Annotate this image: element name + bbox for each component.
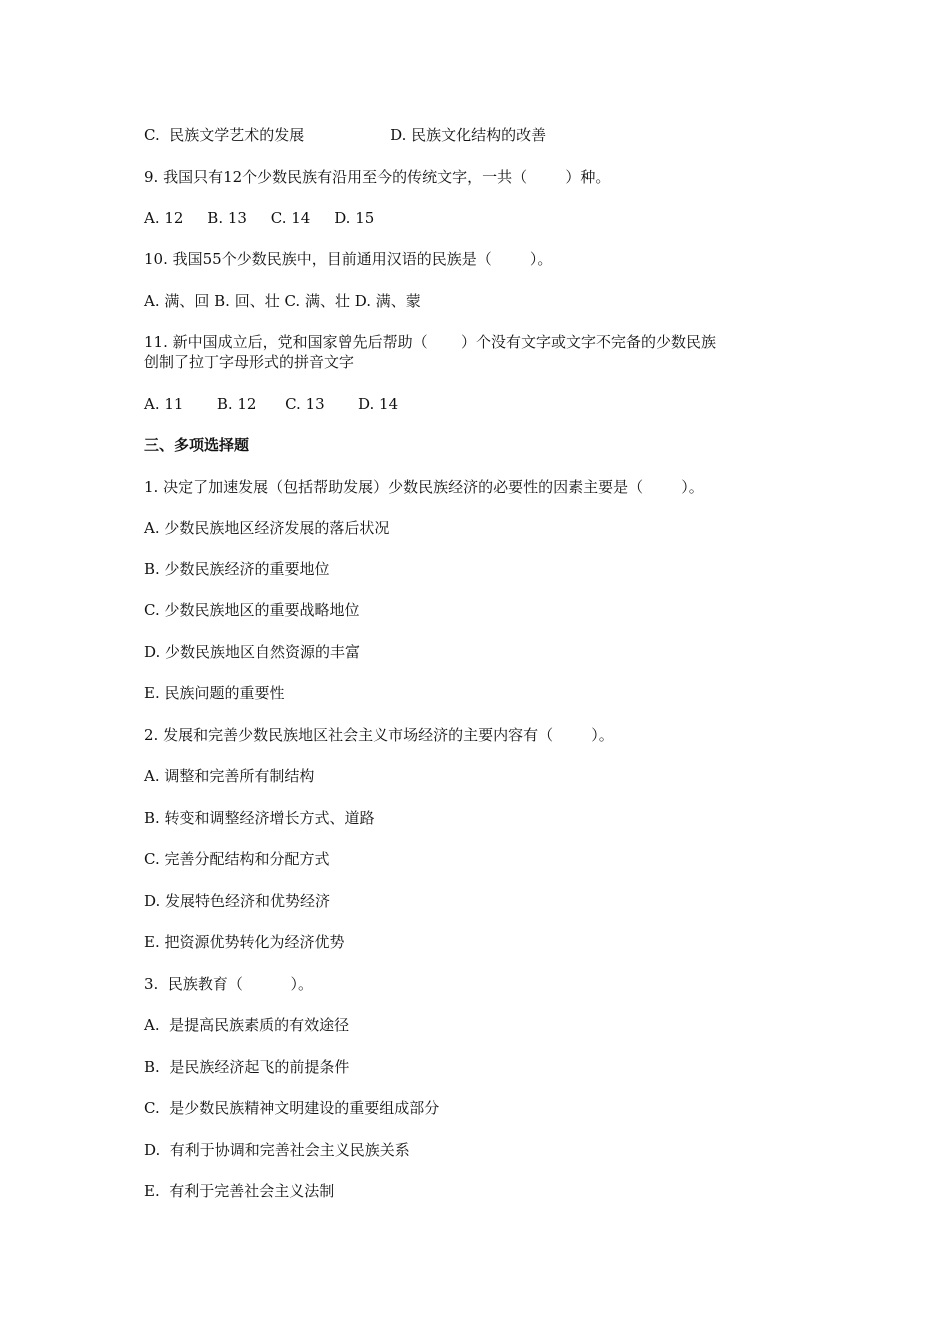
mq2-question: 2. 发展和完善少数民族地区社会主义市场经济的主要内容有（ ）。 [144,726,614,744]
mq1-option-d: D. 少数民族地区自然资源的丰富 [144,643,361,661]
q9-options: A. 12 B. 13 C. 14 D. 15 [144,209,375,227]
mq3-option-e: E. 有利于完善社会主义法制 [144,1182,335,1200]
mq2-option-c: C. 完善分配结构和分配方式 [144,850,330,868]
mq2-option-e: E. 把资源优势转化为经济优势 [144,933,345,951]
mq3-option-c: C. 是少数民族精神文明建设的重要组成部分 [144,1099,440,1117]
mq1-option-a: A. 少数民族地区经济发展的落后状况 [144,519,390,537]
mq1-option-e: E. 民族问题的重要性 [144,684,285,702]
mq2-option-a: A. 调整和完善所有制结构 [144,767,315,785]
q11-options: A. 11 B. 12 C. 13 D. 14 [144,395,399,413]
mq1-question: 1. 决定了加速发展（包括帮助发展）少数民族经济的必要性的因素主要是（ ）。 [144,478,704,496]
mq3-option-a: A. 是提高民族素质的有效途径 [144,1016,350,1034]
q8-options-cd: C. 民族文学艺术的发展 D. 民族文化结构的改善 [144,126,547,144]
section-heading: 三、多项选择题 [144,436,250,454]
mq1-option-c: C. 少数民族地区的重要战略地位 [144,601,360,619]
mq2-option-b: B. 转变和调整经济增长方式、道路 [144,809,375,827]
mq3-option-b: B. 是民族经济起飞的前提条件 [144,1058,350,1076]
mq2-option-d: D. 发展特色经济和优势经济 [144,892,331,910]
q11-question-line1: 11. 新中国成立后，党和国家曾先后帮助（ ）个没有文字或文字不完备的少数民族 [144,333,717,351]
mq3-question: 3. 民族教育（ ）。 [144,975,314,993]
mq3-option-d: D. 有利于协调和完善社会主义民族关系 [144,1141,410,1159]
q10-options: A. 满、回 B. 回、壮 C. 满、壮 D. 满、蒙 [144,292,421,310]
q10-question: 10. 我国55个少数民族中，目前通用汉语的民族是（ ）。 [144,250,553,268]
mq1-option-b: B. 少数民族经济的重要地位 [144,560,330,578]
q9-question: 9. 我国只有12个少数民族有沿用至今的传统文字，一共（ ）种。 [144,168,611,186]
q11-question-line2: 创制了拉丁字母形式的拼音文字 [144,353,355,371]
